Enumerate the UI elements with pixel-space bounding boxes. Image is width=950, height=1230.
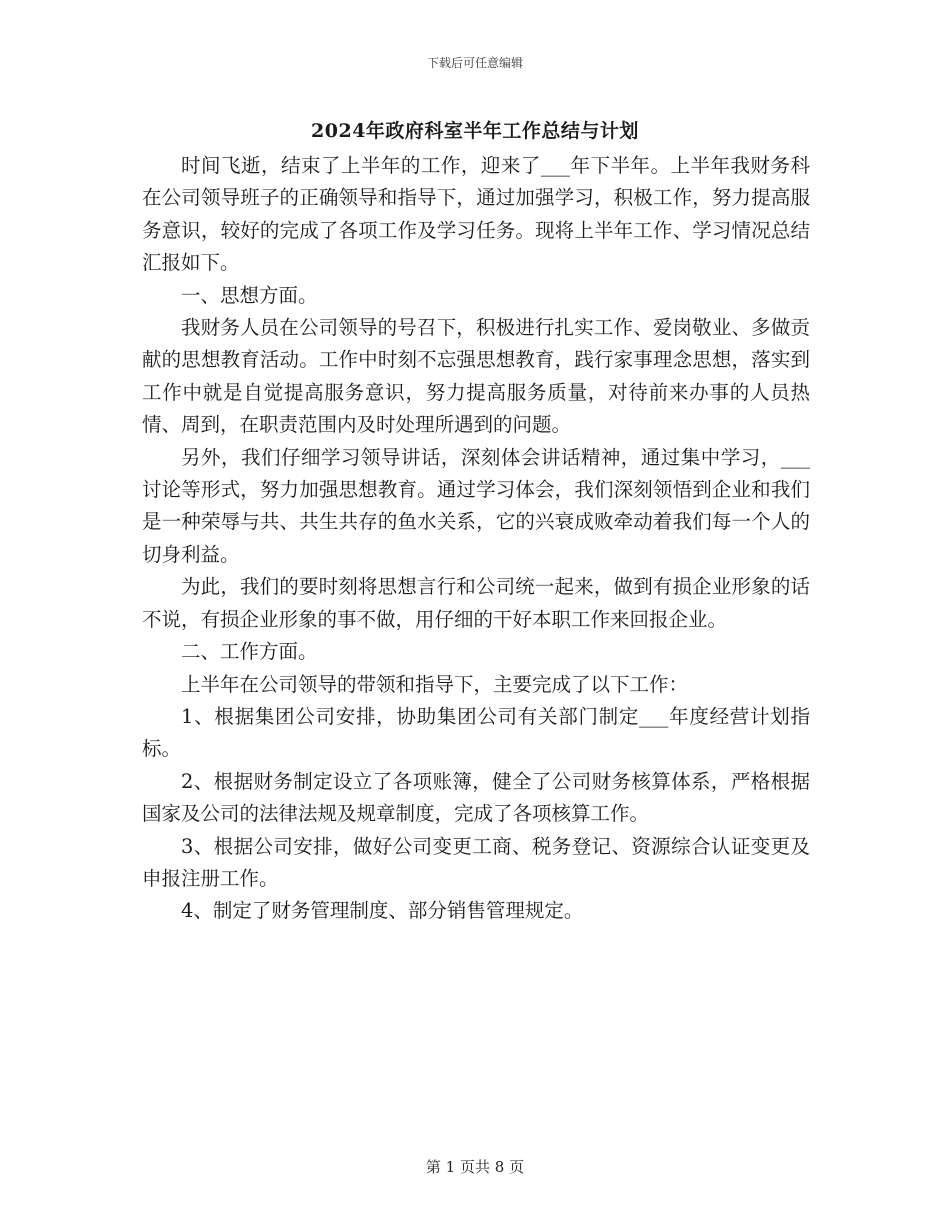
section-heading-thought: 一、思想方面。	[181, 283, 318, 307]
list-item: 2、根据财务制定设立了各项账簿，健全了公司财务核算体系，严格根据国家及公司的法律法规及规章制度，完成了各项核算工作。	[142, 769, 810, 826]
section-heading-work: 二、工作方面。	[181, 640, 318, 664]
header-note: 下载后可任意编辑	[426, 56, 523, 70]
paragraph: 上半年在公司领导的带领和指导下，主要完成了以下工作：	[181, 672, 689, 696]
page-footer: 第 1 页共 8 页	[425, 1158, 525, 1176]
paragraph: 为此，我们的要时刻将思想言行和公司统一起来，做到有损企业形象的话不说，有损企业形象的事不做，用仔细的干好本职工作来回报企业。	[142, 575, 810, 631]
paragraph: 另外，我们仔细学习领导讲话，深刻体会讲话精神，通过集中学习，___讨论等形式，努力加强思想教育。通过学习体会，我们深刻领悟到企业和我们是一种荣辱与共、共生共存的鱼水关系，它的兴衰成败牵动着我们每一个人的切身利益。	[142, 445, 810, 566]
list-item: 3、根据公司安排，做好公司变更工商、税务登记、资源综合认证变更及申报注册工作。	[142, 834, 810, 890]
document-body	[142, 150, 810, 928]
document-title: 2024年政府科室半年工作总结与计划	[311, 120, 639, 142]
paragraph: 我财务人员在公司领导的号召下，积极进行扎实工作、爱岗敬业、多做贡献的思想教育活动。工作中时刻不忘强思想教育，践行家事理念思想，落实到工作中就是自觉提高服务意识，努力提高服务质量，对待前来办事的人员热情、周到，在职责范围内及时处理所遇到的问题。	[142, 316, 810, 437]
paragraph-intro: 时间飞逝，结束了上半年的工作，迎来了___年下半年。上半年我财务科在公司领导班子的正确领导和指导下，通过加强学习，积极工作，努力提高服务意识，较好的完成了各项工作及学习任务。现将上半年工作、学习情况总结汇报如下。	[142, 154, 810, 275]
list-item: 4、制定了财务管理制度、部分销售管理规定。	[181, 899, 584, 923]
list-item: 1、根据集团公司安排，协助集团公司有关部门制定___年度经营计划指标。	[142, 704, 810, 761]
